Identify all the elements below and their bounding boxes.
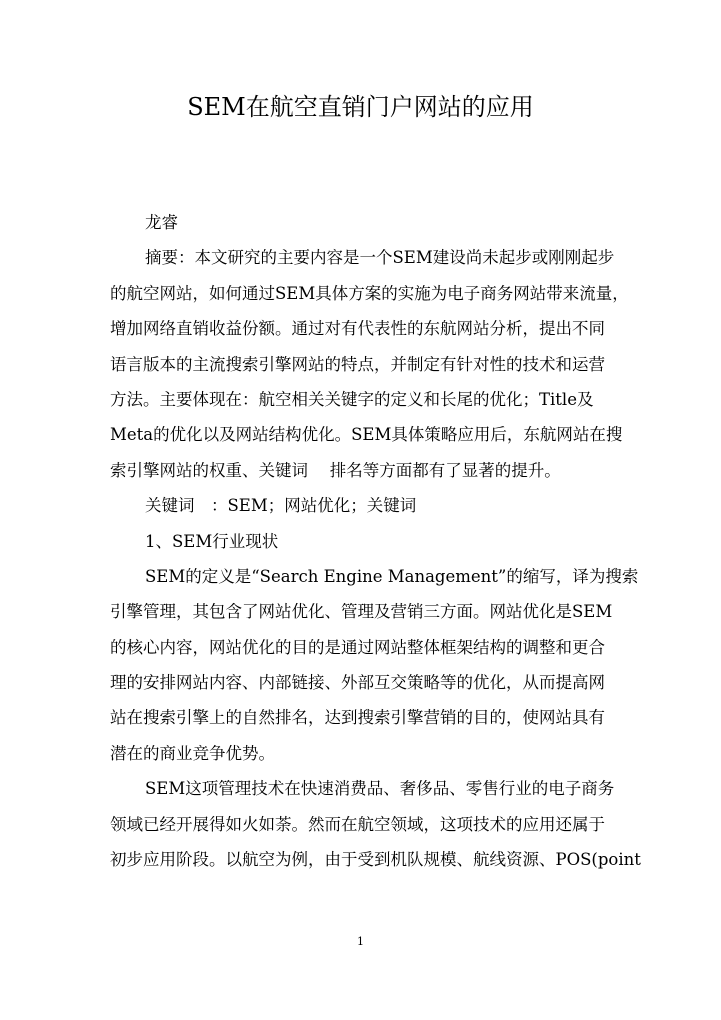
text-line: 语言版本的主流搜索引擎网站的特点，并制定有针对性的技术和运营 (110, 354, 605, 374)
text-line: 领域已经开展得如火如荼。然而在航空领域，这项技术的应用还属于 (110, 814, 605, 834)
text-line: 摘要：本文研究的主要内容是一个SEM建设尚未起步或刚刚起步 (145, 248, 615, 268)
page-number: 1 (357, 935, 364, 948)
text-line: 引擎管理，其包含了网站优化、管理及营销三方面。网站优化是SEM (110, 602, 613, 622)
text-line: 站在搜索引擎上的自然排名，达到搜索引擎营销的目的，使网站具有 (110, 708, 605, 728)
text-line: 的核心内容，网站优化的目的是通过网站整体框架结构的调整和更合 (110, 637, 605, 657)
text-line: 1、SEM行业现状 (145, 531, 279, 551)
text-line: 方法。主要体现在：航空相关关键字的定义和长尾的优化；Title及 (110, 389, 594, 409)
text-line: 索引擎网站的权重、关键词 排名等方面都有了显著的提升。 (110, 460, 561, 480)
text-line: 初步应用阶段。以航空为例，由于受到机队规模、航线资源、POS(point (110, 850, 641, 870)
document-title: SEM在航空直销门户网站的应用 (187, 93, 534, 121)
text-line: 理的安排网站内容、内部链接、外部互交策略等的优化，从而提高网 (110, 673, 605, 693)
text-line: SEM这项管理技术在快速消费品、奢侈品、零售行业的电子商务 (145, 779, 615, 799)
document-body (110, 205, 641, 877)
text-line: 增加网络直销收益份额。通过对有代表性的东航网站分析，提出不同 (110, 319, 605, 339)
text-line: SEM的定义是“Search Engine Management”的缩写，译为搜索 (145, 566, 639, 586)
paragraph-lines (110, 240, 641, 877)
text-line: 关键词 ：SEM；网站优化；关键词 (145, 496, 417, 516)
author-name: 龙睿 (145, 213, 178, 232)
text-line: Meta的优化以及网站结构优化。SEM具体策略应用后，东航网站在搜 (110, 425, 623, 445)
text-line: 的航空网站，如何通过SEM具体方案的实施为电子商务网站带来流量， (110, 283, 629, 303)
text-line: 潜在的商业竞争优势。 (110, 743, 275, 763)
